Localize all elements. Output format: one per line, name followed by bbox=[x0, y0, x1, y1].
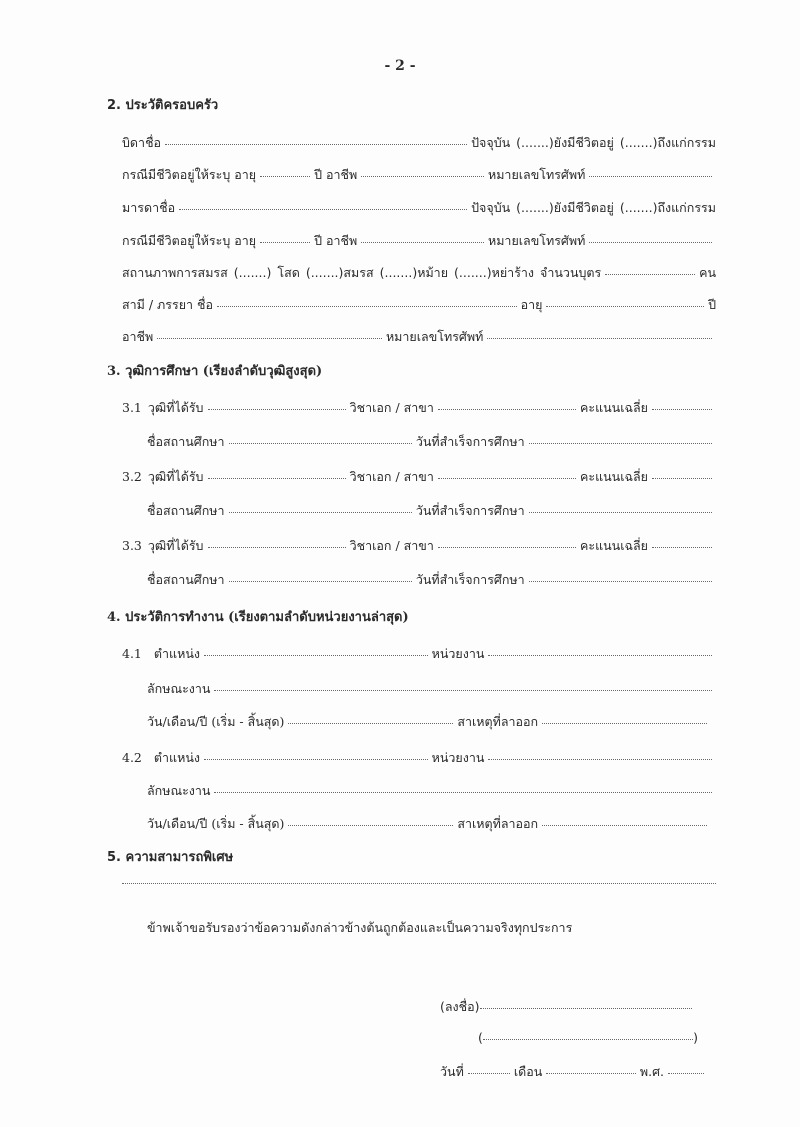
period-4-1-row: วัน/เดือน/ปี (เริ่ม - สิ้นสุด) สาเหตุที่ลาออก bbox=[147, 712, 711, 732]
mother-alive-checkbox[interactable]: (.......) bbox=[516, 200, 554, 215]
divorced-checkbox[interactable]: (.......) bbox=[454, 265, 492, 280]
mother-name-field[interactable] bbox=[179, 208, 467, 210]
job-nature-4-2-row: ลักษณะงาน bbox=[147, 781, 716, 801]
job-nature-field-2[interactable] bbox=[214, 791, 712, 793]
gpa-field-2[interactable] bbox=[652, 477, 712, 479]
position-field-2[interactable] bbox=[204, 758, 428, 760]
father-occupation-field[interactable] bbox=[361, 175, 484, 177]
grad-date-field-3[interactable] bbox=[529, 580, 712, 582]
year-field[interactable] bbox=[668, 1072, 704, 1074]
major-field-2[interactable] bbox=[438, 477, 576, 479]
major-field-3[interactable] bbox=[438, 546, 576, 548]
school-3-3-row: ชื่อสถานศึกษา วันที่สำเร็จการศึกษา bbox=[147, 570, 716, 590]
work-4-2-row: 4.2 ตำแหน่ง หน่วยงาน bbox=[122, 748, 716, 768]
father-age-field[interactable] bbox=[260, 175, 310, 177]
period-4-2-row: วัน/เดือน/ปี (เริ่ม - สิ้นสุด) สาเหตุที่ลาออก bbox=[147, 814, 711, 834]
degree-field-1[interactable] bbox=[208, 408, 346, 410]
work-4-1-row: 4.1 ตำแหน่ง หน่วยงาน bbox=[122, 644, 716, 664]
mother-details-row: กรณีมีชีวิตอยู่ให้ระบุ อายุ ปี อาชีพ หมายเลขโทรศัพท์ bbox=[122, 231, 716, 251]
gpa-field-3[interactable] bbox=[652, 546, 712, 548]
grad-date-field-2[interactable] bbox=[529, 511, 712, 513]
spouse-occupation-row: อาชีพ หมายเลขโทรศัพท์ bbox=[122, 327, 716, 347]
mother-occupation-field[interactable] bbox=[361, 241, 484, 243]
father-name-field[interactable] bbox=[165, 143, 467, 145]
certification-row bbox=[147, 918, 707, 938]
school-field-3[interactable] bbox=[229, 580, 412, 582]
married-checkbox[interactable]: (.......) bbox=[305, 265, 344, 280]
major-field-1[interactable] bbox=[438, 408, 576, 410]
degree-field-3[interactable] bbox=[208, 546, 346, 548]
section-5-heading: 5. ความสามารถพิเศษ bbox=[107, 850, 234, 865]
gpa-field-1[interactable] bbox=[652, 408, 712, 410]
single-checkbox[interactable]: (.......) bbox=[233, 265, 272, 280]
spouse-age-field[interactable] bbox=[546, 305, 704, 307]
month-field[interactable] bbox=[546, 1072, 636, 1074]
certification-text: ข้าพเจ้าขอรับรองว่าข้อความดังกล่าวข้างต้นถูกต้องและเป็นความจริงทุกประการ bbox=[147, 920, 573, 935]
page-number: - 2 - bbox=[384, 58, 416, 74]
section-3-heading: 3. วุฒิการศึกษา (เรียงลำดับวุฒิสูงสุด) bbox=[107, 364, 323, 379]
signature-field[interactable] bbox=[480, 1007, 692, 1009]
section-4-heading: 4. ประวัติการทำงาน (เรียงตามลำดับหน่วยงานล่าสุด) bbox=[107, 610, 409, 625]
education-3-1-row: 3.1 วุฒิที่ได้รับ วิชาเอก / สาขา คะแนนเฉลี่ย bbox=[122, 398, 716, 418]
day-field[interactable] bbox=[468, 1072, 510, 1074]
father-phone-field[interactable] bbox=[589, 175, 712, 177]
position-field-1[interactable] bbox=[204, 654, 428, 656]
signature-row: (ลงชื่อ) bbox=[440, 997, 696, 1017]
school-3-2-row: ชื่อสถานศึกษา วันที่สำเร็จการศึกษา bbox=[147, 501, 716, 521]
special-skills-row bbox=[122, 884, 716, 886]
mother-deceased-checkbox[interactable]: (.......) bbox=[619, 200, 658, 215]
degree-field-2[interactable] bbox=[208, 477, 346, 479]
section-2-heading: 2. ประวัติครอบครัว bbox=[107, 98, 219, 113]
spouse-row: สามี / ภรรยา ชื่อ อายุ ปี bbox=[122, 297, 716, 312]
special-skills-field[interactable] bbox=[122, 882, 716, 884]
spouse-name-field[interactable] bbox=[217, 305, 517, 307]
period-field-1[interactable] bbox=[288, 722, 453, 724]
mother-phone-field[interactable] bbox=[589, 241, 712, 243]
printed-name-row: ( ) bbox=[478, 1030, 698, 1045]
job-nature-4-1-row: ลักษณะงาน bbox=[147, 679, 716, 699]
school-3-1-row: ชื่อสถานศึกษา วันที่สำเร็จการศึกษา bbox=[147, 432, 716, 452]
marital-status-row: สถานภาพการสมรส (.......) โสด (.......) สมรส (.......) หม้าย (.......) หย่าร้าง จำนวนบุตร คน bbox=[122, 265, 716, 280]
printed-name-field[interactable] bbox=[483, 1038, 693, 1040]
spouse-phone-field[interactable] bbox=[487, 337, 712, 339]
father-details-row: กรณีมีชีวิตอยู่ให้ระบุ อายุ ปี อาชีพ หมายเลขโทรศัพท์ bbox=[122, 165, 716, 185]
education-3-2-row: 3.2 วุฒิที่ได้รับ วิชาเอก / สาขา คะแนนเฉลี่ย bbox=[122, 467, 716, 487]
father-deceased-checkbox[interactable]: (.......) bbox=[619, 135, 658, 150]
widowed-checkbox[interactable]: (.......) bbox=[379, 265, 418, 280]
grad-date-field-1[interactable] bbox=[529, 442, 712, 444]
date-row: วันที่ เดือน พ.ศ. bbox=[440, 1062, 708, 1082]
children-count-field[interactable] bbox=[605, 273, 695, 275]
mother-age-field[interactable] bbox=[260, 241, 310, 243]
reason-field-1[interactable] bbox=[542, 722, 707, 724]
father-row: บิดาชื่อ ปัจจุบัน (.......) ยังมีชีวิตอยู่ (.......) ถึงแก่กรรม bbox=[122, 135, 716, 150]
job-nature-field-1[interactable] bbox=[214, 689, 712, 691]
agency-field-1[interactable] bbox=[488, 654, 712, 656]
school-field-2[interactable] bbox=[229, 511, 412, 513]
mother-row: มารดาชื่อ ปัจจุบัน (.......) ยังมีชีวิตอยู่ (.......) ถึงแก่กรรม bbox=[122, 200, 716, 215]
school-field-1[interactable] bbox=[229, 442, 412, 444]
period-field-2[interactable] bbox=[288, 824, 453, 826]
agency-field-2[interactable] bbox=[488, 758, 712, 760]
reason-field-2[interactable] bbox=[542, 824, 707, 826]
spouse-occupation-field[interactable] bbox=[157, 337, 382, 339]
father-alive-checkbox[interactable]: (.......) bbox=[516, 135, 554, 150]
education-3-3-row: 3.3 วุฒิที่ได้รับ วิชาเอก / สาขา คะแนนเฉลี่ย bbox=[122, 536, 716, 556]
